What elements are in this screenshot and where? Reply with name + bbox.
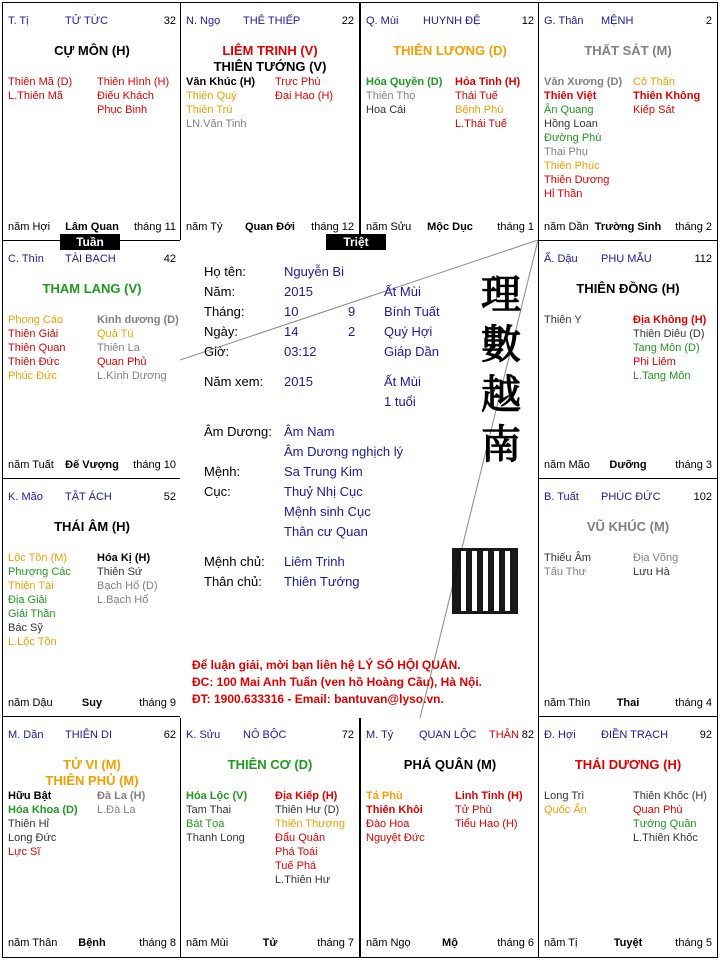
palace-cell-thin <box>2 240 182 480</box>
star: Giải Thần <box>8 608 56 620</box>
triet-tag: Triệt <box>326 234 386 250</box>
palace-name: PHỤ MẪU <box>601 253 652 265</box>
star: Thái Tuế <box>455 90 498 102</box>
left-stars <box>544 75 622 201</box>
menh-label: Mệnh: <box>204 464 241 479</box>
star: Bạch Hổ (D) <box>97 580 158 592</box>
palace-cell-mao <box>2 478 182 718</box>
palace-name: NÔ BỘC <box>243 729 287 741</box>
palace-cell-ty <box>360 716 540 958</box>
than-marker: THÂN <box>489 729 519 741</box>
stage-label: Trường Sinh <box>594 221 662 233</box>
star: Tấu Thư <box>544 566 587 578</box>
palace-name: HUYNH ĐỆ <box>423 15 481 27</box>
star: Quan Phủ <box>97 356 147 368</box>
star: Phúc Đức <box>8 370 57 382</box>
star: Phá Toái <box>275 846 318 858</box>
year-label: năm Thìn <box>544 697 591 709</box>
star: Đường Phù <box>544 132 602 144</box>
star: Thai Phụ <box>544 146 589 158</box>
palace-cell-suu <box>180 716 360 958</box>
star: Thiên Diêu (D) <box>633 328 705 340</box>
branch-label: C. Thìn <box>8 253 44 265</box>
am-duong-note: Âm Dương nghịch lý <box>284 444 404 459</box>
star: Tử Phù <box>455 804 492 816</box>
star: Thiên Mã (D) <box>8 76 73 88</box>
palace-name: ĐIỀN TRẠCH <box>601 729 669 741</box>
nam-xem-can: Ất Mùi <box>384 374 421 389</box>
star: Nguyệt Đức <box>366 832 425 844</box>
right-stars <box>275 75 333 103</box>
ngay-am: 2 <box>348 324 356 339</box>
cell-footer <box>3 697 181 711</box>
month-label: tháng 4 <box>675 697 712 709</box>
star: Cô Thần <box>633 76 675 88</box>
thang-value: 10 <box>284 304 299 319</box>
star: Địa Giải <box>8 594 48 606</box>
star: LN.Văn Tinh <box>186 118 247 130</box>
star: Tang Môn (D) <box>633 342 700 354</box>
star: Phi Liêm <box>633 356 676 368</box>
month-label: tháng 11 <box>133 221 176 233</box>
main-star: THIÊN ĐỒNG (H) <box>576 281 680 296</box>
main-star: THÁI ÂM (H) <box>54 519 130 534</box>
star: Long Đức <box>8 832 57 844</box>
month-label: tháng 12 <box>311 221 354 233</box>
than-chu-label: Thân chủ: <box>204 574 262 589</box>
star: Thiên Y <box>544 314 582 326</box>
right-stars <box>633 551 678 579</box>
star: Đẩu Quân <box>275 832 326 844</box>
branch-label: Q. Mùi <box>366 15 399 27</box>
nam-can: Ất Mùi <box>384 284 421 299</box>
star: Thiên La <box>97 342 140 354</box>
main-star: THIÊN LƯƠNG (D) <box>393 43 507 58</box>
nam-xem-value: 2015 <box>284 374 313 389</box>
palace-cell-dau <box>538 240 718 480</box>
palace-cell-dan <box>2 716 182 958</box>
star: L.Thiên Mã <box>8 90 64 102</box>
cell-footer <box>539 697 717 711</box>
star: Hóa Quyền (D) <box>366 76 443 88</box>
menh-chu-value: Liêm Trinh <box>284 554 345 569</box>
year-label: năm Mão <box>544 459 590 471</box>
star: Thiếu Âm <box>544 552 592 564</box>
star: Tướng Quân <box>633 818 697 830</box>
star: Thiên Khốc (H) <box>633 790 707 802</box>
palace-cell-mui <box>360 2 540 242</box>
star: Thiên Phúc <box>544 160 600 172</box>
age-number: 12 <box>521 15 534 27</box>
main-star: VŨ KHÚC (M) <box>586 519 670 534</box>
main-star: THIÊN CƠ (D) <box>227 757 313 772</box>
main-star: PHÁ QUÂN (M) <box>403 757 497 772</box>
star: Bệnh Phù <box>455 104 504 116</box>
branch-label: B. Tuất <box>544 491 579 503</box>
star: Điếu Khách <box>97 90 154 102</box>
star: Kiếp Sát <box>633 104 675 116</box>
cell-footer <box>181 221 359 235</box>
right-stars <box>97 75 169 117</box>
left-stars <box>366 789 425 845</box>
star: Quan Phù <box>633 804 683 816</box>
branch-label: M. Tý <box>366 729 394 741</box>
branch-label: Đ. Hợi <box>544 729 576 741</box>
right-stars <box>455 789 523 831</box>
year-label: năm Mùi <box>186 937 229 949</box>
star: L.Thiên Khốc <box>633 832 698 844</box>
star: Thiên Quan <box>8 342 66 354</box>
star: Văn Xương (D) <box>544 76 623 88</box>
main-star: THẤT SÁT (M) <box>584 43 672 58</box>
star: Hữu Bật <box>8 790 52 802</box>
cuc-value: Thuỷ Nhị Cục <box>284 484 363 499</box>
star: Thiên Trù <box>186 104 233 116</box>
cell-footer <box>361 937 539 951</box>
star: Địa Võng <box>633 552 679 564</box>
right-stars <box>97 551 158 607</box>
left-stars <box>8 789 78 859</box>
tuoi-value: 1 tuổi <box>384 394 416 409</box>
star: L.Bạch Hổ <box>97 594 149 606</box>
star: Đại Hao (H) <box>275 90 334 102</box>
right-stars <box>275 789 345 887</box>
star: Phượng Các <box>8 566 71 578</box>
age-number: 52 <box>163 491 176 503</box>
star: L.Lộc Tồn <box>8 636 57 648</box>
branch-label: K. Mão <box>8 491 43 503</box>
age-number: 22 <box>341 15 354 27</box>
stage-label: Tử <box>262 937 278 949</box>
star: Tuế Phá <box>275 860 317 872</box>
star: Phong Cáo <box>8 314 64 326</box>
star: Lưu Hà <box>633 566 670 578</box>
palace-name: MỆNH <box>601 15 634 27</box>
gio-label: Giờ: <box>204 344 230 359</box>
palace-name: THÊ THIẾP <box>243 15 301 27</box>
cell-footer <box>539 937 717 951</box>
right-stars <box>633 313 706 383</box>
month-label: tháng 6 <box>497 937 534 949</box>
cell-footer <box>539 221 717 235</box>
star: Tả Phù <box>366 790 403 802</box>
star: Bát Tọa <box>186 818 225 830</box>
year-label: năm Dần <box>544 221 589 233</box>
ngay-can: Quý Hợi <box>384 324 433 339</box>
star: Thiên Hình (H) <box>97 76 170 88</box>
month-label: tháng 8 <box>139 937 176 949</box>
menh-value: Sa Trung Kim <box>284 464 363 479</box>
main-star: LIÊM TRINH (V) <box>222 43 318 58</box>
stage-label: Mộc Dục <box>427 221 473 233</box>
left-stars <box>544 551 591 579</box>
star: Thiên Việt <box>544 90 597 102</box>
cuc-note-1: Mệnh sinh Cục <box>284 504 371 519</box>
left-stars <box>366 75 442 117</box>
star: Long Trì <box>544 790 585 802</box>
year-label: năm Sửu <box>366 221 412 233</box>
left-stars <box>186 789 247 845</box>
left-stars <box>8 75 72 103</box>
branch-label: Ấ. Dậu <box>544 253 578 265</box>
main-star: CỰ MÔN (H) <box>54 43 130 58</box>
star: L.Kình Dương <box>97 370 167 382</box>
star: Hóa Khoa (D) <box>8 804 78 816</box>
calligraphy-logo: 理數越南 <box>481 271 521 468</box>
main-star: THAM LANG (V) <box>42 281 142 296</box>
gio-value: 03:12 <box>284 344 317 359</box>
star: Thiên Thọ <box>366 90 416 102</box>
month-label: tháng 5 <box>675 937 712 949</box>
star: L.Thiên Hư <box>275 874 331 886</box>
star: Thiên Sứ <box>97 566 143 578</box>
ho-ten-label: Họ tên: <box>204 264 246 279</box>
stage-label: Thai <box>616 697 640 709</box>
am-duong-value: Âm Nam <box>284 424 335 439</box>
palace-cell-tuat <box>538 478 718 718</box>
star: Hóa Lộc (V) <box>186 790 248 802</box>
left-stars <box>8 313 65 383</box>
star: Thiên Quý <box>186 90 237 102</box>
stage-label: Suy <box>81 697 103 709</box>
stage-label: Đế Vượng <box>65 459 119 471</box>
stage-label: Quan Đới <box>245 221 295 233</box>
ngay-value: 14 <box>284 324 299 339</box>
year-label: năm Hợi <box>8 221 51 233</box>
star: Thiên Dương <box>544 174 610 186</box>
contact-line-2: ĐC: 100 Mai Anh Tuấn (ven hồ Hoàng Cầu), Hà Nội. <box>192 675 483 689</box>
star: Hỏa Tinh (H) <box>455 76 521 88</box>
am-duong-label: Âm Dương: <box>204 424 272 439</box>
palace-cell-hoi <box>538 716 718 958</box>
branch-label: G. Thân <box>544 15 584 27</box>
branch-label: M. Dần <box>8 729 44 741</box>
star: Hóa Kị (H) <box>97 552 151 564</box>
nam-xem-label: Năm xem: <box>204 374 264 389</box>
branch-label: T. Tị <box>8 15 29 27</box>
year-label: năm Tị <box>544 937 578 949</box>
palace-name: PHÚC ĐỨC <box>601 491 661 503</box>
branch-label: N. Ngọ <box>186 15 221 27</box>
month-label: tháng 7 <box>317 937 354 949</box>
star: Thanh Long <box>186 832 245 844</box>
star: Thiên Khôi <box>366 804 423 816</box>
month-label: tháng 2 <box>675 221 712 233</box>
right-stars <box>97 789 145 817</box>
stage-label: Lâm Quan <box>65 221 119 233</box>
star: Địa Không (H) <box>633 314 707 326</box>
month-label: tháng 3 <box>675 459 712 471</box>
star: Hoa Cái <box>366 104 406 116</box>
main-star: THIÊN PHỦ (M) <box>45 773 139 788</box>
palace-name: QUAN LỘC <box>419 729 477 741</box>
main-star: THÁI DƯƠNG (H) <box>574 757 682 772</box>
star: Kình dương (D) <box>97 314 179 326</box>
star: Văn Khúc (H) <box>186 76 256 88</box>
contact-line-3: ĐT: 1900.633316 - Email: bantuvan@lyso.vn. <box>192 692 444 706</box>
nam-value: 2015 <box>284 284 313 299</box>
age-number: 92 <box>699 729 712 741</box>
cuc-note-2: Thân cư Quan <box>284 524 368 539</box>
than-chu-value: Thiên Tướng <box>284 574 360 589</box>
month-label: tháng 9 <box>139 697 176 709</box>
thang-am: 9 <box>348 304 356 319</box>
star: L.Đà La <box>97 804 136 816</box>
right-stars <box>97 313 179 383</box>
cell-footer <box>539 459 717 473</box>
stage-label: Tuyệt <box>613 937 643 949</box>
main-star: THIÊN TƯỚNG (V) <box>213 59 327 74</box>
stage-label: Bệnh <box>78 937 106 949</box>
star: Lực Sĩ <box>8 846 41 858</box>
left-stars <box>186 75 255 131</box>
star: Trực Phù <box>275 76 321 88</box>
palace-name: TỬ TỨC <box>65 15 109 27</box>
tuan-tag: Tuần <box>60 234 120 250</box>
main-star: TỬ VI (M) <box>63 757 121 772</box>
age-number: 72 <box>341 729 354 741</box>
star: Bác Sỹ <box>8 622 43 634</box>
star: Thiên Giải <box>8 328 59 340</box>
palace-cell-than <box>538 2 718 242</box>
star: Thiên Hỉ <box>8 818 49 830</box>
right-stars <box>633 789 707 845</box>
cuc-label: Cục: <box>204 484 231 499</box>
age-number: 82 <box>521 729 534 741</box>
month-label: tháng 10 <box>133 459 176 471</box>
right-stars <box>633 75 700 117</box>
center-info-panel <box>180 240 538 718</box>
year-label: năm Dậu <box>8 697 53 709</box>
star: Hồng Loan <box>544 118 598 130</box>
qr-code <box>452 548 518 614</box>
age-number: 102 <box>693 491 712 503</box>
star: Đà La (H) <box>97 790 146 802</box>
star: Linh Tinh (H) <box>455 790 523 802</box>
cell-footer <box>361 221 539 235</box>
star: Tiểu Hao (H) <box>455 818 518 830</box>
star: Thiên Tài <box>8 580 54 592</box>
stage-label: Dưỡng <box>609 459 647 471</box>
thang-label: Tháng: <box>204 304 245 319</box>
nam-label: Năm: <box>204 284 236 299</box>
age-number: 2 <box>705 15 712 27</box>
star: Hỉ Thần <box>544 188 583 200</box>
cell-footer <box>3 221 181 235</box>
cell-footer <box>3 459 181 473</box>
gio-can: Giáp Dần <box>384 344 439 359</box>
stage-label: Mộ <box>442 937 458 949</box>
left-stars <box>544 789 587 817</box>
star: Thiên Đức <box>8 356 60 368</box>
star: Địa Kiếp (H) <box>275 790 338 802</box>
contact-line-1: Để luận giải, mời bạn liên hệ LÝ SỐ HỘI QUÁN. <box>192 658 461 672</box>
left-stars <box>544 313 582 327</box>
right-stars <box>455 75 520 131</box>
branch-label: K. Sửu <box>186 729 221 741</box>
star: Thiên Không <box>633 90 701 102</box>
palace-cell-ngo <box>180 2 360 242</box>
star: Phục Binh <box>97 104 148 116</box>
star: Lộc Tồn (M) <box>8 552 68 564</box>
year-label: năm Ngọ <box>366 937 411 949</box>
age-number: 42 <box>163 253 176 265</box>
palace-cell-ti <box>2 2 182 242</box>
star: L.Thái Tuế <box>455 118 507 130</box>
age-number: 62 <box>163 729 176 741</box>
palace-name: TẬT ÁCH <box>65 491 112 503</box>
month-label: tháng 1 <box>497 221 534 233</box>
star: L.Tang Môn <box>633 370 691 382</box>
star: Thiên Hư (D) <box>275 804 340 816</box>
star: Tam Thai <box>186 804 232 816</box>
palace-name: TÀI BẠCH <box>65 253 116 265</box>
year-label: năm Tuất <box>8 459 54 471</box>
star: Quả Tú <box>97 328 134 340</box>
left-stars <box>8 551 71 649</box>
star: Ân Quang <box>544 104 594 116</box>
star: Quốc Ấn <box>544 804 587 816</box>
cell-footer <box>181 937 359 951</box>
thang-can: Bính Tuất <box>384 304 440 319</box>
palace-name: THIÊN DI <box>65 729 113 741</box>
ngay-label: Ngày: <box>204 324 238 339</box>
cell-footer <box>3 937 181 951</box>
year-label: năm Tý <box>186 221 223 233</box>
year-label: năm Thân <box>8 937 58 949</box>
age-number: 112 <box>694 253 712 265</box>
menh-chu-label: Mệnh chủ: <box>204 554 265 569</box>
age-number: 32 <box>163 15 176 27</box>
star: Đào Hoa <box>366 818 410 830</box>
star: Thiên Thương <box>275 818 346 830</box>
ho-ten-value: Nguyễn Bi <box>284 264 344 279</box>
